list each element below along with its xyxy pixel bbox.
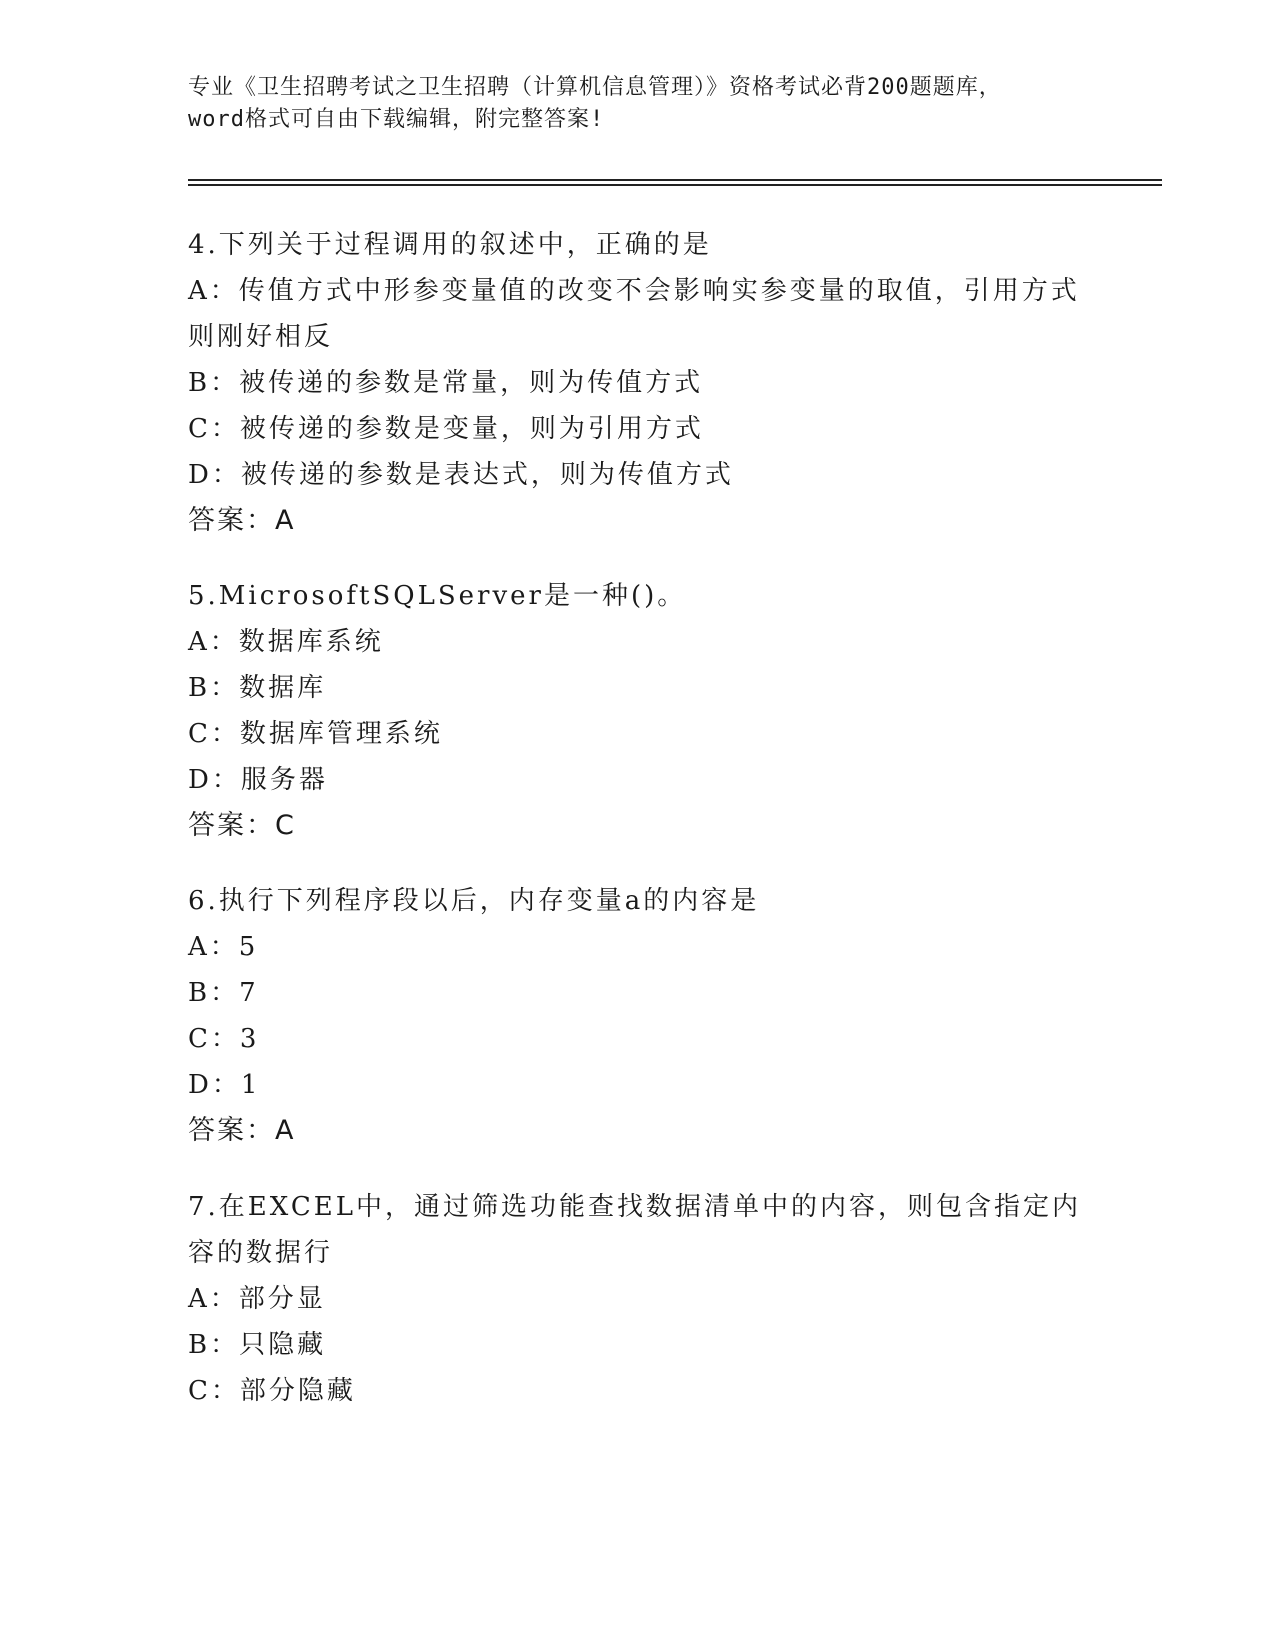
answer: 答案：A bbox=[188, 1115, 296, 1146]
question-4 bbox=[188, 222, 1088, 544]
option-c: C：部分隐藏 bbox=[188, 1376, 356, 1406]
header-divider-bottom bbox=[188, 184, 1162, 186]
question-stem: 7.在EXCEL中，通过筛选功能查找数据清单中的内容，则包含指定内 bbox=[188, 1192, 1081, 1222]
option-c: C：3 bbox=[188, 1024, 260, 1054]
header-line-2: word格式可自由下载编辑，附完整答案! bbox=[188, 107, 605, 132]
option-d: D：服务器 bbox=[188, 765, 328, 795]
option-a-continuation: 则刚好相反 bbox=[188, 322, 334, 352]
option-a: A：数据库系统 bbox=[188, 627, 384, 657]
question-6 bbox=[188, 878, 1088, 1154]
option-c: C：数据库管理系统 bbox=[188, 719, 443, 749]
question-7 bbox=[188, 1184, 1088, 1414]
answer: 答案：C bbox=[188, 810, 296, 841]
option-c: C：被传递的参数是变量，则为引用方式 bbox=[188, 414, 704, 444]
option-a: A：部分显 bbox=[188, 1284, 326, 1314]
option-d: D：1 bbox=[188, 1070, 261, 1100]
question-stem-continuation: 容的数据行 bbox=[188, 1238, 334, 1268]
header-line-1: 专业《卫生招聘考试之卫生招聘（计算机信息管理）》资格考试必背200题题库， bbox=[188, 75, 1002, 100]
question-stem: 5.MicrosoftSQLServer是一种()。 bbox=[188, 581, 687, 611]
answer: 答案：A bbox=[188, 505, 296, 536]
option-b: B：被传递的参数是常量，则为传值方式 bbox=[188, 368, 704, 398]
question-stem: 4.下列关于过程调用的叙述中，正确的是 bbox=[188, 230, 712, 260]
option-a: A：5 bbox=[188, 932, 259, 962]
option-b: B：7 bbox=[188, 978, 259, 1008]
option-b: B：只隐藏 bbox=[188, 1330, 327, 1360]
option-d: D：被传递的参数是表达式，则为传值方式 bbox=[188, 460, 734, 490]
header-divider-top bbox=[188, 179, 1162, 181]
question-stem: 6.执行下列程序段以后，内存变量a的内容是 bbox=[188, 886, 760, 916]
option-b: B：数据库 bbox=[188, 673, 327, 703]
option-a: A：传值方式中形参变量值的改变不会影响实参变量的取值，引用方式 bbox=[188, 276, 1080, 306]
document-header bbox=[188, 72, 1088, 136]
question-5 bbox=[188, 573, 1088, 849]
